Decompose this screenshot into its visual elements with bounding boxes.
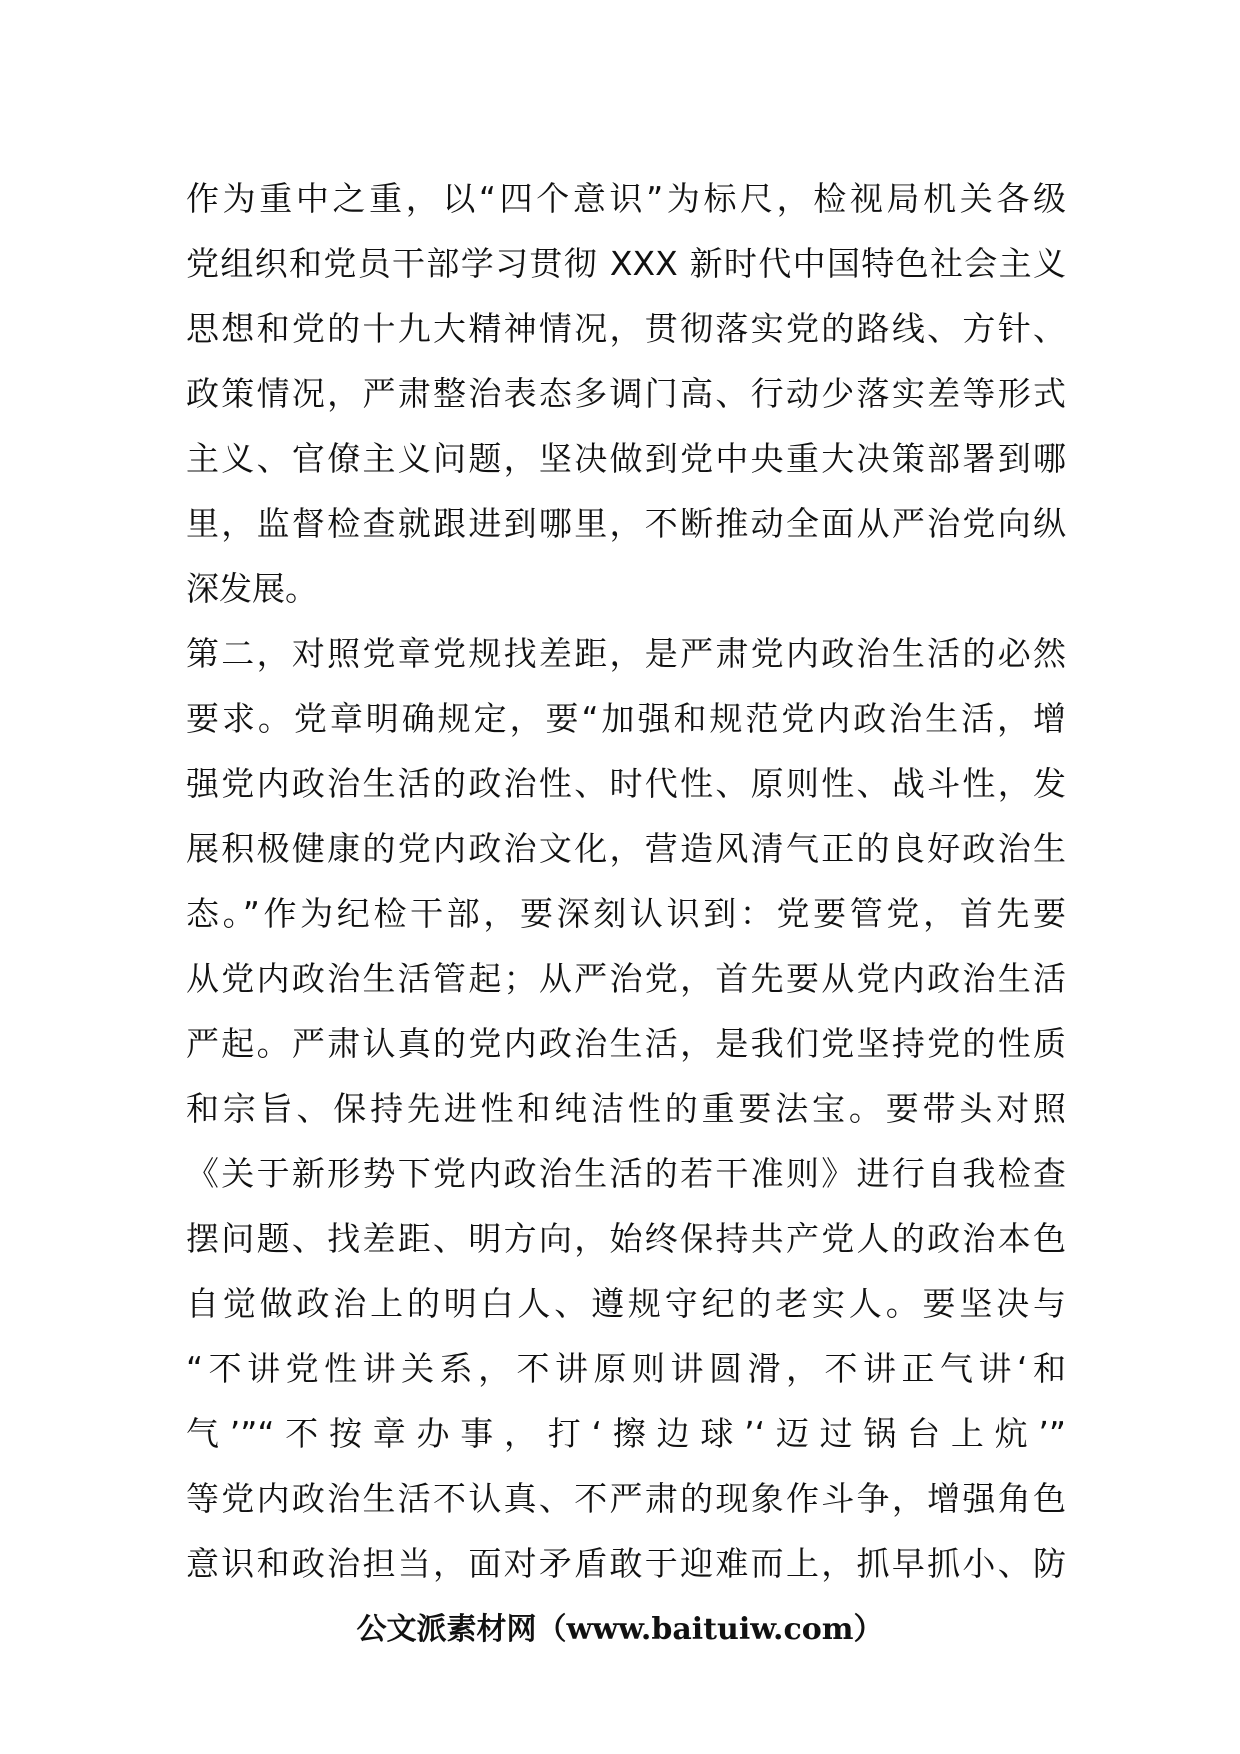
text-line: 自觉做政治上的明白人、遵规守纪的老实人。要坚决与 bbox=[186, 1284, 1066, 1323]
text-line: 思想和党的十九大精神情况，贯彻落实党的路线、方针、 bbox=[186, 309, 1066, 348]
text-line: 严起。严肃认真的党内政治生活，是我们党坚持党的性质 bbox=[186, 1024, 1066, 1063]
text-line: 第二，对照党章党规找差距，是严肃党内政治生活的必然 bbox=[186, 634, 1066, 673]
text-line: 主义、官僚主义问题，坚决做到党中央重大决策部署到哪 bbox=[186, 439, 1066, 478]
text-line: 政策情况，严肃整治表态多调门高、行动少落实差等形式 bbox=[186, 374, 1066, 413]
body-text bbox=[186, 166, 1066, 1596]
text-line: 态。”作为纪检干部，要深刻认识到：党要管党，首先要 bbox=[186, 894, 1066, 933]
text-line: 和宗旨、保持先进性和纯洁性的重要法宝。要带头对照 bbox=[186, 1089, 1066, 1128]
text-line: 气’”“不按章办事，打‘擦边球’‘迈过锅台上炕’” bbox=[186, 1414, 1066, 1453]
text-line: 从党内政治生活管起；从严治党，首先要从党内政治生活 bbox=[186, 959, 1066, 998]
text-line: 意识和政治担当，面对矛盾敢于迎难而上，抓早抓小、防 bbox=[186, 1544, 1066, 1583]
text-line: 《关于新形势下党内政治生活的若干准则》进行自我检查 bbox=[186, 1154, 1066, 1193]
text-line: “不讲党性讲关系，不讲原则讲圆滑，不讲正气讲‘和 bbox=[186, 1349, 1066, 1388]
text-line: 里，监督检查就跟进到哪里，不断推动全面从严治党向纵 bbox=[186, 504, 1066, 543]
text-line: 强党内政治生活的政治性、时代性、原则性、战斗性，发 bbox=[186, 764, 1066, 803]
text-line: 党组织和党员干部学习贯彻 XXX 新时代中国特色社会主义 bbox=[186, 244, 1066, 283]
text-line: 摆问题、找差距、明方向，始终保持共产党人的政治本色 bbox=[186, 1219, 1066, 1258]
text-line: 深发展。 bbox=[186, 569, 318, 608]
footer-watermark: 公文派素材网（www.baituiw.com） bbox=[356, 1612, 884, 1647]
text-line: 展积极健康的党内政治文化，营造风清气正的良好政治生 bbox=[186, 829, 1066, 868]
text-line: 等党内政治生活不认真、不严肃的现象作斗争，增强角色 bbox=[186, 1479, 1066, 1518]
text-line: 作为重中之重，以“四个意识”为标尺，检视局机关各级 bbox=[186, 179, 1066, 218]
text-line: 要求。党章明确规定，要“加强和规范党内政治生活，增 bbox=[186, 699, 1066, 738]
